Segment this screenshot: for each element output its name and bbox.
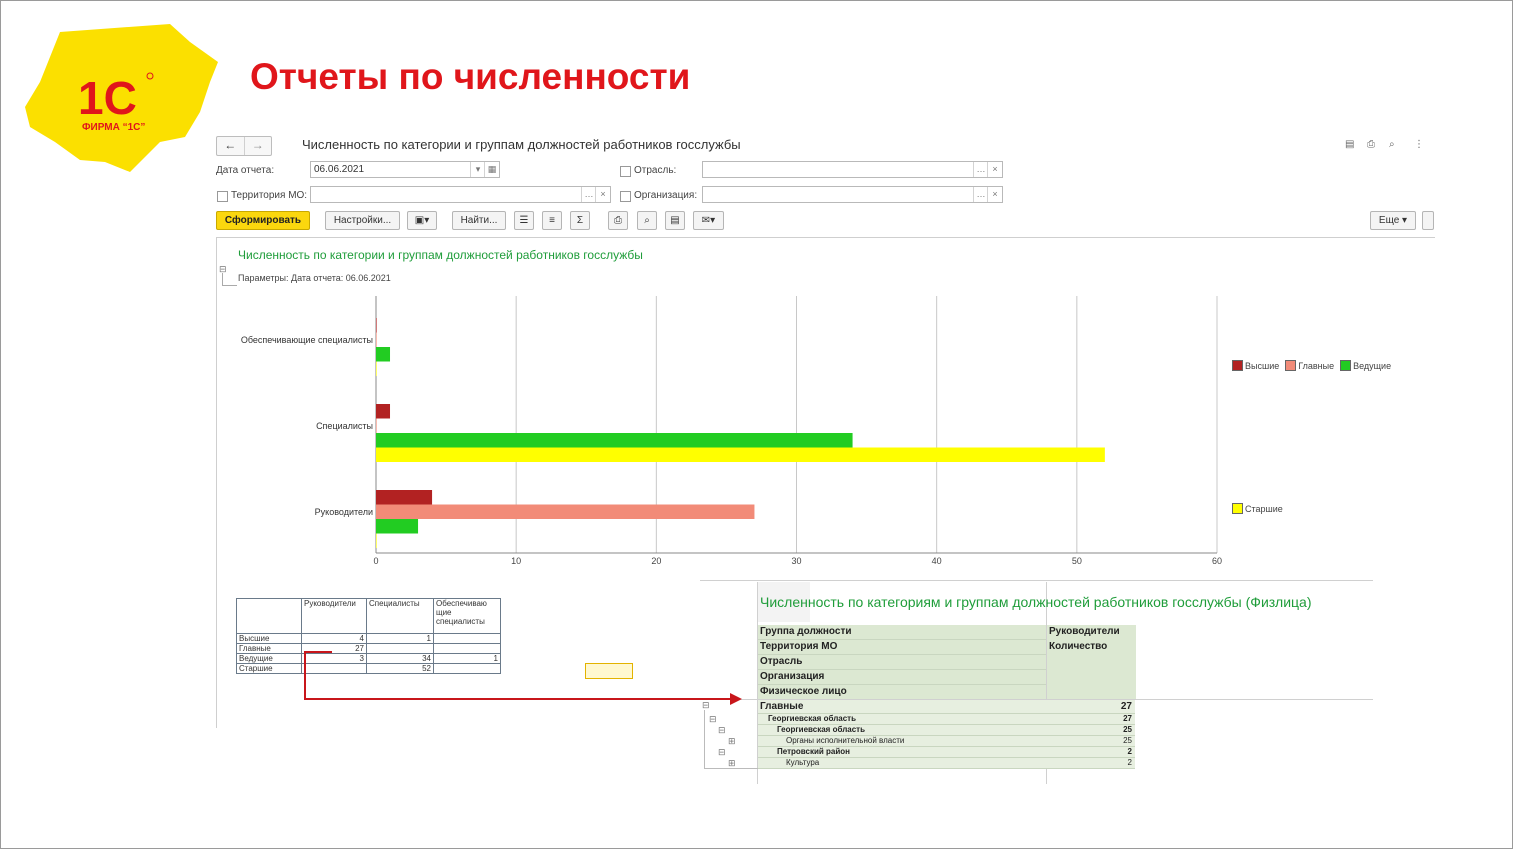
pp-report-title: Численность по категориям и группам должностей работников госслужбы (Физлица) xyxy=(760,594,1312,610)
preview-icon[interactable]: ⌕ xyxy=(1389,139,1395,150)
pp-top-border xyxy=(700,580,1373,581)
save-icon[interactable]: ▤ xyxy=(1345,139,1355,150)
more-button[interactable]: Еще ▾ xyxy=(1370,211,1416,230)
calendar-icon[interactable]: ▦ xyxy=(484,162,499,177)
table-cell: Старшие xyxy=(237,664,302,674)
table-header-line: щие xyxy=(436,608,452,617)
pp-row-level2 xyxy=(758,725,1135,736)
logo-sub-text: ФИРМА “1С” xyxy=(82,122,146,133)
bar-2-1 xyxy=(376,505,754,520)
tree-collapse-icon[interactable]: ⊟ xyxy=(709,714,717,724)
clear-icon[interactable]: × xyxy=(595,187,610,202)
x-tick-label: 10 xyxy=(511,556,522,566)
tree-line xyxy=(704,710,705,768)
pp-row-value: 2 xyxy=(1127,747,1132,756)
bar-1-2 xyxy=(376,433,853,448)
pp-row-name: Органы исполнительной власти xyxy=(786,736,905,745)
pp-row-value: 27 xyxy=(1123,714,1132,723)
pp-row-level2 xyxy=(758,747,1135,758)
table-cell: 52 xyxy=(367,664,434,674)
more-icon[interactable]: ⋮ xyxy=(1414,139,1424,150)
settings-button[interactable]: Настройки... xyxy=(325,211,400,230)
x-tick-label: 60 xyxy=(1211,556,1223,566)
tree-line xyxy=(704,768,758,769)
x-tick-label: 40 xyxy=(931,556,942,566)
pp-row-name: Георгиевская область xyxy=(768,714,857,723)
table-row xyxy=(237,644,501,654)
back-button[interactable]: ← xyxy=(224,138,237,152)
table-cell: Высшие xyxy=(237,634,302,644)
table-header-line: Обеспечиваю xyxy=(436,599,487,608)
bar-1-3 xyxy=(376,448,1105,463)
pp-row-value: 25 xyxy=(1123,736,1132,745)
summary-table xyxy=(236,598,501,674)
pp-row-value: 25 xyxy=(1123,725,1132,734)
legend-bottom xyxy=(1232,503,1289,514)
date-label: Дата отчета: xyxy=(216,165,275,176)
table-header-cell: Руководители xyxy=(302,599,367,634)
preview-icon[interactable]: ⌕ xyxy=(637,211,657,230)
sum-icon[interactable]: Σ xyxy=(570,211,590,230)
tree-expand-icon[interactable]: ⊞ xyxy=(728,736,736,746)
x-tick-label: 50 xyxy=(1071,556,1082,566)
tree-collapse-icon[interactable]: ⊟ xyxy=(718,725,726,735)
clear-icon[interactable]: × xyxy=(987,187,1002,202)
legend-swatch xyxy=(1232,360,1243,371)
bar-0-2 xyxy=(376,347,390,362)
pp-row-level0 xyxy=(758,700,1135,714)
print-icon[interactable]: ⎙ xyxy=(608,211,628,230)
collapse-groups-icon[interactable]: ≡ xyxy=(542,211,562,230)
clear-icon[interactable]: × xyxy=(987,162,1002,177)
tree-collapse-icon[interactable]: ⊟ xyxy=(702,700,710,710)
pp-row-value: 2 xyxy=(1127,758,1132,767)
y-category-label: Специалисты xyxy=(316,421,373,431)
pp-header-group: Группа должности xyxy=(758,625,1046,640)
pp-row-level3 xyxy=(758,758,1135,769)
pp-header-organization: Организация xyxy=(758,670,1046,685)
bar-2-3 xyxy=(376,534,377,549)
print-icon[interactable]: ⎙ xyxy=(1367,139,1375,150)
table-cell: Ведущие xyxy=(237,654,302,664)
bar-0-1 xyxy=(376,333,377,348)
select-icon[interactable]: … xyxy=(581,187,596,202)
bar-2-0 xyxy=(376,490,432,505)
table-row xyxy=(237,664,501,674)
x-tick-label: 30 xyxy=(791,556,802,566)
slide-title: Отчеты по численности xyxy=(250,56,691,97)
table-cell: Главные xyxy=(237,644,302,654)
industry-label: Отрасль: xyxy=(634,165,677,176)
legend-label: Старшие xyxy=(1245,503,1283,514)
legend-swatch xyxy=(1340,360,1351,371)
report-params: Параметры: Дата отчета: 06.06.2021 xyxy=(238,273,391,283)
select-icon[interactable]: … xyxy=(973,187,988,202)
pp-row-name: Петровский район xyxy=(777,747,850,756)
table-cell: 4 xyxy=(302,634,367,644)
pp-header-industry: Отрасль xyxy=(758,655,1046,670)
legend-label: Высшие xyxy=(1245,360,1280,371)
find-button[interactable]: Найти... xyxy=(452,211,506,230)
y-category-label: Руководители xyxy=(314,507,373,517)
table-cell xyxy=(434,634,501,644)
table-header-line: специалисты xyxy=(436,617,485,626)
logo-main-text: 1С xyxy=(78,72,137,124)
pp-header-count: Количество xyxy=(1047,640,1136,700)
legend-top xyxy=(1232,360,1397,371)
expand-groups-icon[interactable]: ☰ xyxy=(514,211,534,230)
group-collapse-icon[interactable]: ⊟ xyxy=(219,264,227,274)
tree-expand-icon[interactable]: ⊞ xyxy=(728,758,736,768)
generate-button[interactable]: Сформировать xyxy=(216,211,310,230)
pp-header-managers: Руководители xyxy=(1047,625,1136,640)
table-cell xyxy=(434,664,501,674)
forward-button[interactable]: → xyxy=(244,137,272,155)
legend-item xyxy=(1340,360,1391,371)
pp-header-territory: Территория МО xyxy=(758,640,1046,655)
legend-item xyxy=(1232,503,1283,514)
bar-2-2 xyxy=(376,519,418,534)
legend-swatch xyxy=(1285,360,1296,371)
organization-label: Организация: xyxy=(634,190,698,201)
pp-header-person: Физическое лицо xyxy=(758,685,1046,700)
table-cell: 27 xyxy=(302,644,367,654)
bar-0-0 xyxy=(376,318,377,333)
x-tick-label: 20 xyxy=(651,556,662,566)
table-cell xyxy=(302,664,367,674)
y-category-label: Обеспечивающие специалисты xyxy=(240,335,373,345)
table-cell xyxy=(367,644,434,654)
pp-row-name: Георгиевская область xyxy=(777,725,866,734)
table-header-row xyxy=(237,599,501,634)
form-title: Численность по категории и группам должностей работников госслужбы xyxy=(302,137,741,152)
dropdown-icon[interactable]: ▾ xyxy=(470,162,485,177)
legend-swatch xyxy=(1232,503,1243,514)
variant-dropdown-button[interactable]: ▣▾ xyxy=(407,211,437,230)
pp-row-level1 xyxy=(758,714,1135,725)
report-title: Численность по категории и группам должностей работников госслужбы xyxy=(238,248,643,262)
table-cell: 34 xyxy=(367,654,434,664)
legend-item xyxy=(1232,360,1279,371)
table-row xyxy=(237,654,501,664)
legend-item xyxy=(1285,360,1334,371)
date-value: 06.06.2021 xyxy=(314,164,365,175)
pp-row-value: 27 xyxy=(1120,701,1132,712)
mail-dropdown-icon[interactable]: ✉▾ xyxy=(693,211,724,230)
tree-collapse-icon[interactable]: ⊟ xyxy=(718,747,726,757)
save-icon[interactable]: ▤ xyxy=(665,211,685,230)
table-row xyxy=(237,634,501,644)
table-corner-cell xyxy=(237,599,302,634)
pp-row-level3 xyxy=(758,736,1135,747)
table-header-cell xyxy=(434,599,501,634)
table-cell xyxy=(434,644,501,654)
table-cell: 3 xyxy=(302,654,367,664)
select-icon[interactable]: … xyxy=(973,162,988,177)
bar-1-1 xyxy=(376,419,377,434)
selected-cell-highlight xyxy=(585,663,633,679)
table-cell: 1 xyxy=(434,654,501,664)
bar-0-3 xyxy=(376,362,377,377)
legend-label: Ведущие xyxy=(1353,360,1392,371)
pp-row-name: Главные xyxy=(760,701,804,712)
table-cell: 1 xyxy=(367,634,434,644)
table-header-cell: Специалисты xyxy=(367,599,434,634)
pp-row-name: Культура xyxy=(786,758,820,767)
legend-label: Главные xyxy=(1298,360,1335,371)
more-button-label: Еще xyxy=(1378,215,1400,226)
bar-1-0 xyxy=(376,404,390,419)
x-tick-label: 0 xyxy=(373,556,379,566)
territory-label: Территория МО: xyxy=(231,190,308,201)
